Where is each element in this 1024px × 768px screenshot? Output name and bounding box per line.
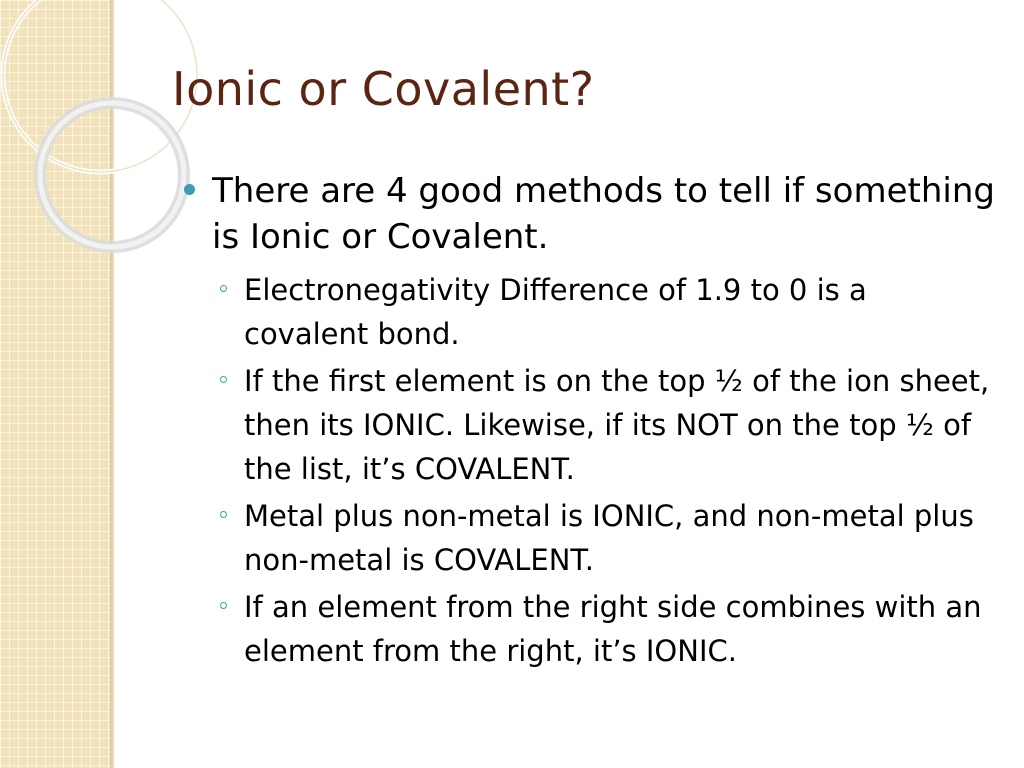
sub-bullet (220, 359, 1000, 491)
sub-bullet-text: If the first element is on the top ½ of the ion sheet, then its IONIC. Likewise, if its NOT on the top ½ of the list, it’s COVALENT. (244, 364, 990, 486)
slide-body (180, 168, 1000, 676)
main-bullet (180, 168, 1000, 260)
sub-bullet-text: Metal plus non-metal is IONIC, and non-metal plus non-metal is COVALENT. (244, 499, 974, 577)
slide-title: Ionic or Covalent? (172, 62, 595, 116)
sub-bullet-text: If an element from the right side combines with an element from the right, it’s IONIC. (244, 590, 982, 668)
bullet-ring-icon (220, 602, 227, 609)
sub-bullet (220, 268, 1000, 356)
main-bullet-text: There are 4 good methods to tell if something is Ionic or Covalent. (212, 171, 995, 257)
sub-bullet (220, 585, 1000, 673)
bullet-ring-icon (220, 285, 227, 292)
bullet-ring-icon (220, 376, 227, 383)
bullet-dot-icon (184, 184, 195, 195)
decorative-circles (0, 0, 200, 260)
sub-bullet-list (180, 268, 1000, 673)
bullet-ring-icon (220, 511, 227, 518)
sub-bullet (220, 494, 1000, 582)
sub-bullet-text: Electronegativity Difference of 1.9 to 0 is a covalent bond. (244, 273, 867, 351)
